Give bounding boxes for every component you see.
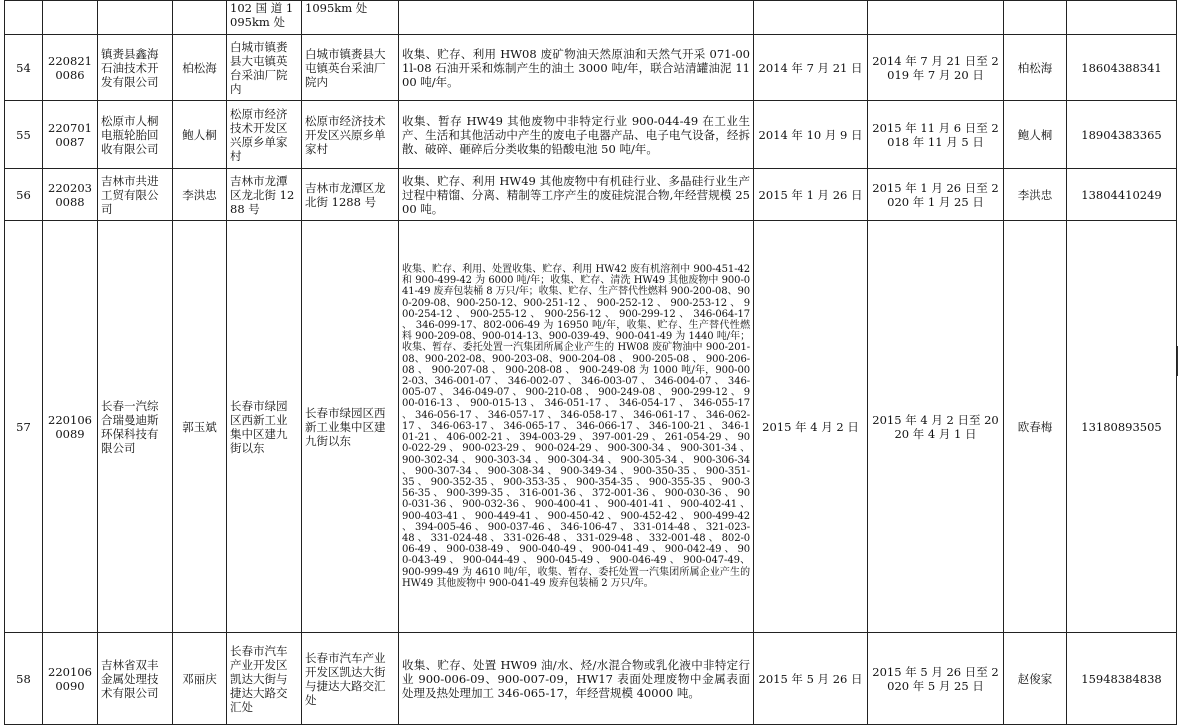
cell-legal-rep: 邓丽庆 bbox=[173, 633, 227, 725]
permit-table bbox=[4, 0, 1177, 725]
cell-no: 55 bbox=[5, 101, 43, 169]
cell-reg-address: 长春市汽车产业开发区凯达大街与捷达大路交汇处 bbox=[227, 633, 302, 725]
cell-company: 镇赉县鑫海石油技术开发有限公司 bbox=[98, 35, 173, 101]
cell-scope: 收集、贮存、利用 HW08 废矿物油天然原油和天然气开采 071-001l-08 石油开采和炼制产生的油土 3000 吨/年，联合站清罐油泥 1100 吨/年。 bbox=[399, 35, 754, 101]
cell-legal-rep: 郭玉斌 bbox=[173, 221, 227, 633]
cell-scope: 收集、贮存、利用 HW49 其他废物中有机硅行业、多晶硅行业生产过程中精馏、分离、精制等工序产生的废硅烷混合物,年经营规模 2500 吨。 bbox=[399, 169, 754, 221]
cell-reg-address: 白城市镇赉县大屯镇英台采油厂院内 bbox=[227, 35, 302, 101]
cell-no: 56 bbox=[5, 169, 43, 221]
cell-legal-rep: 鲍人桐 bbox=[173, 101, 227, 169]
cell-reg-address: 吉林市龙潭区龙北街 1288 号 bbox=[227, 169, 302, 221]
cell-legal-rep bbox=[173, 1, 227, 35]
cell-op-address: 长春市绿园区西新工业集中区建九街以东 bbox=[302, 221, 399, 633]
cell-issue-date: 2015 年 5 月 26 日 bbox=[754, 633, 868, 725]
table-row-56 bbox=[5, 169, 1177, 221]
cell-legal-rep: 柏松海 bbox=[173, 35, 227, 101]
cell-contact: 欧春梅 bbox=[1004, 221, 1067, 633]
cell-contact: 鲍人桐 bbox=[1004, 101, 1067, 169]
cell-phone: 13804410249 bbox=[1067, 169, 1177, 221]
cell-scope: 收集、贮存、处置 HW09 油/水、烃/水混合物或乳化液中非特定行业 900-006-09、900-007-09，HW17 表面处理废物中金属表面处理及热处理加工 346-065-17，年经营规模 40000 吨。 bbox=[399, 633, 754, 725]
cell-valid-period: 2015 年 4 月 2 日至 2020 年 4 月 1 日 bbox=[868, 221, 1004, 633]
cell-no bbox=[5, 1, 43, 35]
cell-issue-date: 2015 年 4 月 2 日 bbox=[754, 221, 868, 633]
cell-reg-address: 长春市绿园区西新工业集中区建九街以东 bbox=[227, 221, 302, 633]
cell-company: 长春一汽综合瑞曼迪斯环保科技有限公司 bbox=[98, 221, 173, 633]
cell-cert-no: 220106 0090 bbox=[43, 633, 98, 725]
cell-op-address: 吉林市龙潭区龙北街 1288 号 bbox=[302, 169, 399, 221]
cell-op-address: 松原市经济技术开发区兴原乡单家村 bbox=[302, 101, 399, 169]
cell-phone: 18904383365 bbox=[1067, 101, 1177, 169]
cell-valid-period: 2014 年 7 月 21 日至 2019 年 7 月 20 日 bbox=[868, 35, 1004, 101]
cell-valid-period bbox=[868, 1, 1004, 35]
cell-issue-date: 2014 年 7 月 21 日 bbox=[754, 35, 868, 101]
cell-cert-no bbox=[43, 1, 98, 35]
table-row-58 bbox=[5, 633, 1177, 725]
cell-scope bbox=[399, 1, 754, 35]
cell-reg-address: 松原市经济技术开发区兴原乡单家村 bbox=[227, 101, 302, 169]
cell-company: 吉林市共进工贸有限公司 bbox=[98, 169, 173, 221]
cell-phone: 15948384838 bbox=[1067, 633, 1177, 725]
cell-issue-date: 2014 年 10 月 9 日 bbox=[754, 101, 868, 169]
cell-issue-date bbox=[754, 1, 868, 35]
cell-contact: 柏松海 bbox=[1004, 35, 1067, 101]
cell-phone: 13180893505 bbox=[1067, 221, 1177, 633]
cell-op-address: 1095km 处 bbox=[302, 1, 399, 35]
cell-issue-date: 2015 年 1 月 26 日 bbox=[754, 169, 868, 221]
cell-scope: 收集、贮存、利用、处置收集、贮存、利用 HW42 废有机溶剂中 900-451-42 和 900-499-42 为 6000 吨/年；收集、贮存、清洗 HW49 其他废物中 900-041-49 废弃包装桶 8 万只/年；收集、贮存、生产替代性燃料 900-200-08、900-209-08、900-250-12、900-251-12 、 900-252-12 、 900-253-12 、 900-254-12 、 900-255-12 、 900-256-12 、 900-299-12 、 346-064-17 、 346-099-17、802-006-49 为 16950 吨/年，收集、贮存、生产替代性燃料 900-209-08、900-014-13、900-039-49、900-041-49 为 1440 吨/年；收集、暂存、委托处置一汽集团所属企业产生的 HW08 废矿物油中 900-201-08、900-202-08、900-203-08、900-204-08 、 900-205-08 、 900-206-08 、 900-207-08 、 900-208-08 、 900-249-08 为 1000 吨/年，900-002-03、346-001-07 、 346-002-07 、 346-003-07 、 346-004-07 、 346-005-07 、 346-049-07 、 900-210-08 、 900-249-08 、 900-299-12 、 900-016-13 、 900-015-13 、 346-051-17 、 346-054-17 、 346-055-17 、 346-056-17 、 346-057-17 、 346-058-17 、 346-061-17 、 346-062-17 、 346-063-17 、 346-065-17 、 346-066-17 、 346-100-21 、 346-101-21 、 406-002-21 、 394-003-29 、 397-001-29 、 261-054-29 、 900-022-29 、 900-023-29 、 900-024-29 、 900-300-34 、 900-301-34 、 900-302-34 、 900-303-34 、 900-304-34 、 900-305-34 、 900-306-34 、 900-307-34 、 900-308-34 、 900-349-34 、 900-350-35 、 900-351-35 、 900-352-35 、 900-353-35 、 900-354-35 、 900-355-35 、 900-356-35 、 900-399-35 、 316-001-36 、 372-001-36 、 900-030-36 、 900-031-36 、 900-032-36 、 900-400-41 、 900-401-41 、 900-402-41 、 900-403-41 、 900-449-41 、 900-450-42 、 900-452-42 、 900-499-42 、 394-005-46 、 900-037-46 、 346-106-47 、 331-014-48 、 321-023-48 、 331-024-48 、 331-026-48 、 331-029-48 、 332-001-48 、 802-006-49 、 900-038-49 、 900-040-49 、 900-041-49 、 900-042-49 、 900-043-49 、 900-044-49 、 900-045-49 、 900-046-49 、 900-047-49、900-999-49 为 4610 吨/年，收集、暂存、委托处置一汽集团所属企业产生的 HW49 其他废物中 900-041-49 废弃包装桶 2 万只/年。 bbox=[399, 221, 754, 633]
cell-contact: 赵俊家 bbox=[1004, 633, 1067, 725]
cell-scope: 收集、暂存 HW49 其他废物中非特定行业 900-044-49 在工业生产、生活和其他活动中产生的废电子电器产品、电子电气设备，经拆散、破碎、砸碎后分类收集的铅酸电池 50 吨/年。 bbox=[399, 101, 754, 169]
cell-no: 54 bbox=[5, 35, 43, 101]
table-row-55 bbox=[5, 101, 1177, 169]
cell-cert-no: 220701 0087 bbox=[43, 101, 98, 169]
cell-reg-address: 102 国 道 1095km 处 bbox=[227, 1, 302, 35]
cell-valid-period: 2015 年 5 月 26 日至 2020 年 5 月 25 日 bbox=[868, 633, 1004, 725]
cell-no: 57 bbox=[5, 221, 43, 633]
cell-contact: 李洪忠 bbox=[1004, 169, 1067, 221]
cell-op-address: 长春市汽车产业开发区凯达大街与捷达大路交汇处 bbox=[302, 633, 399, 725]
cell-company bbox=[98, 1, 173, 35]
cell-phone: 18604388341 bbox=[1067, 35, 1177, 101]
table-row-57 bbox=[5, 221, 1177, 633]
cell-company: 吉林省双丰金属处理技术有限公司 bbox=[98, 633, 173, 725]
cell-phone bbox=[1067, 1, 1177, 35]
cell-op-address: 白城市镇赉县大屯镇英台采油厂院内 bbox=[302, 35, 399, 101]
cell-no: 58 bbox=[5, 633, 43, 725]
cell-cert-no: 220106 0089 bbox=[43, 221, 98, 633]
cell-valid-period: 2015 年 11 月 6 日至 2018 年 11 月 5 日 bbox=[868, 101, 1004, 169]
cell-legal-rep: 李洪忠 bbox=[173, 169, 227, 221]
cell-valid-period: 2015 年 1 月 26 日至 2020 年 1 月 25 日 bbox=[868, 169, 1004, 221]
table-row-partial bbox=[5, 1, 1177, 35]
page-edge-marker bbox=[1177, 346, 1178, 376]
cell-cert-no: 220203 0088 bbox=[43, 169, 98, 221]
cell-contact bbox=[1004, 1, 1067, 35]
table-row-54 bbox=[5, 35, 1177, 101]
cell-company: 松原市人桐电瓶轮胎回收有限公司 bbox=[98, 101, 173, 169]
cell-cert-no: 220821 0086 bbox=[43, 35, 98, 101]
